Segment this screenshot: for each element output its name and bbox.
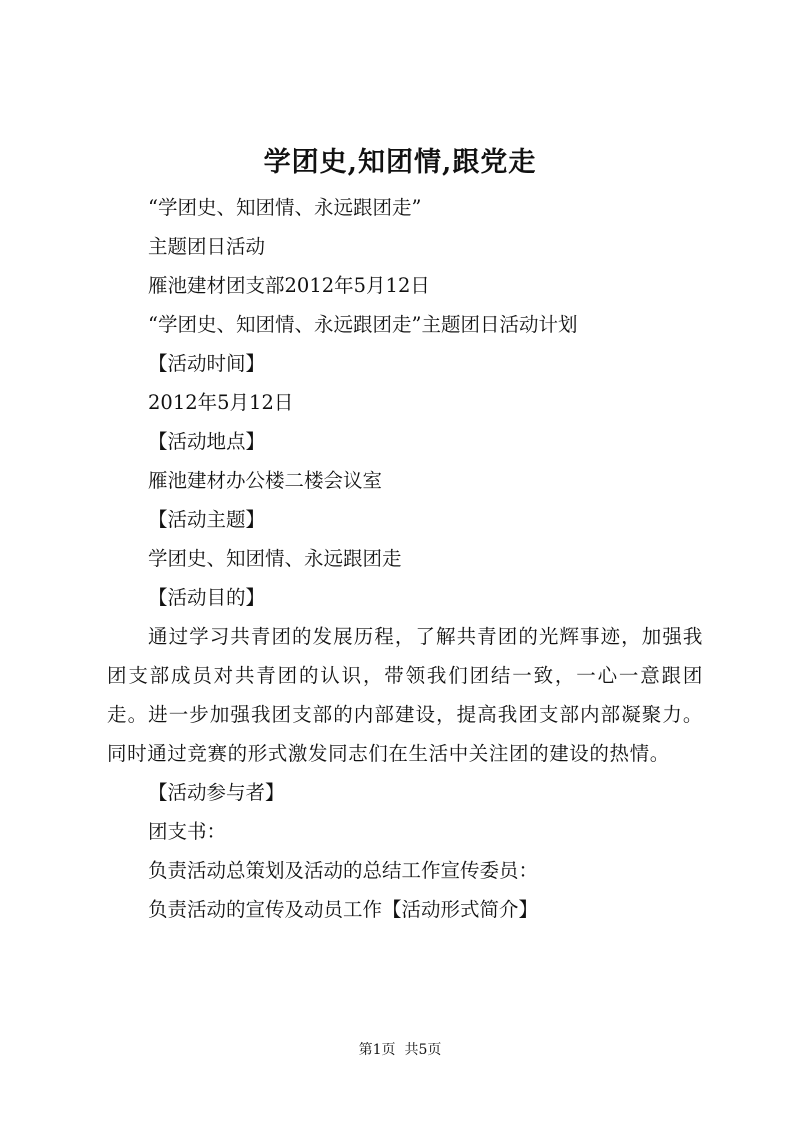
- organization-date-line: 雁池建材团支部2012年5月12日: [148, 274, 430, 297]
- page-footer: 第1页 共5页: [358, 1042, 442, 1058]
- participant-secretary: 团支书：: [148, 820, 227, 843]
- section-heading-purpose: 【活动目的】: [148, 586, 266, 609]
- section-heading-participants: 【活动参与者】: [148, 781, 285, 804]
- document-title: 学团史,知团情,跟党走: [263, 147, 537, 178]
- theme-quote-line: “学团史、知团情、永远跟团走”: [148, 196, 422, 219]
- section-heading-location: 【活动地点】: [148, 430, 266, 453]
- document-body: [107, 188, 703, 929]
- activity-theme: 学团史、知团情、永远跟团走: [148, 547, 402, 570]
- section-heading-time: 【活动时间】: [148, 352, 266, 375]
- theme-subtitle-line: 主题团日活动: [148, 235, 266, 258]
- participant-duty-line-2: 负责活动的宣传及动员工作【活动形式简介】: [148, 898, 539, 921]
- activity-location: 雁池建材办公楼二楼会议室: [148, 469, 383, 492]
- section-heading-theme: 【活动主题】: [148, 508, 266, 531]
- activity-date: 2012年5月12日: [148, 391, 294, 414]
- purpose-paragraph: 通过学习共青团的发展历程，了解共青团的光辉事迹，加强我团支部成员对共青团的认识，带领我们团结一致，一心一意跟团走。进一步加强我团支部的内部建设，提高我团支部内部凝聚力。同时通过竞赛的形式激发同志们在生活中关注团的建设的热情。: [107, 625, 703, 765]
- plan-title-line: “学团史、知团情、永远跟团走”主题团日活动计划: [148, 313, 578, 336]
- participant-duty-line-1: 负责活动总策划及活动的总结工作宣传委员：: [148, 859, 539, 882]
